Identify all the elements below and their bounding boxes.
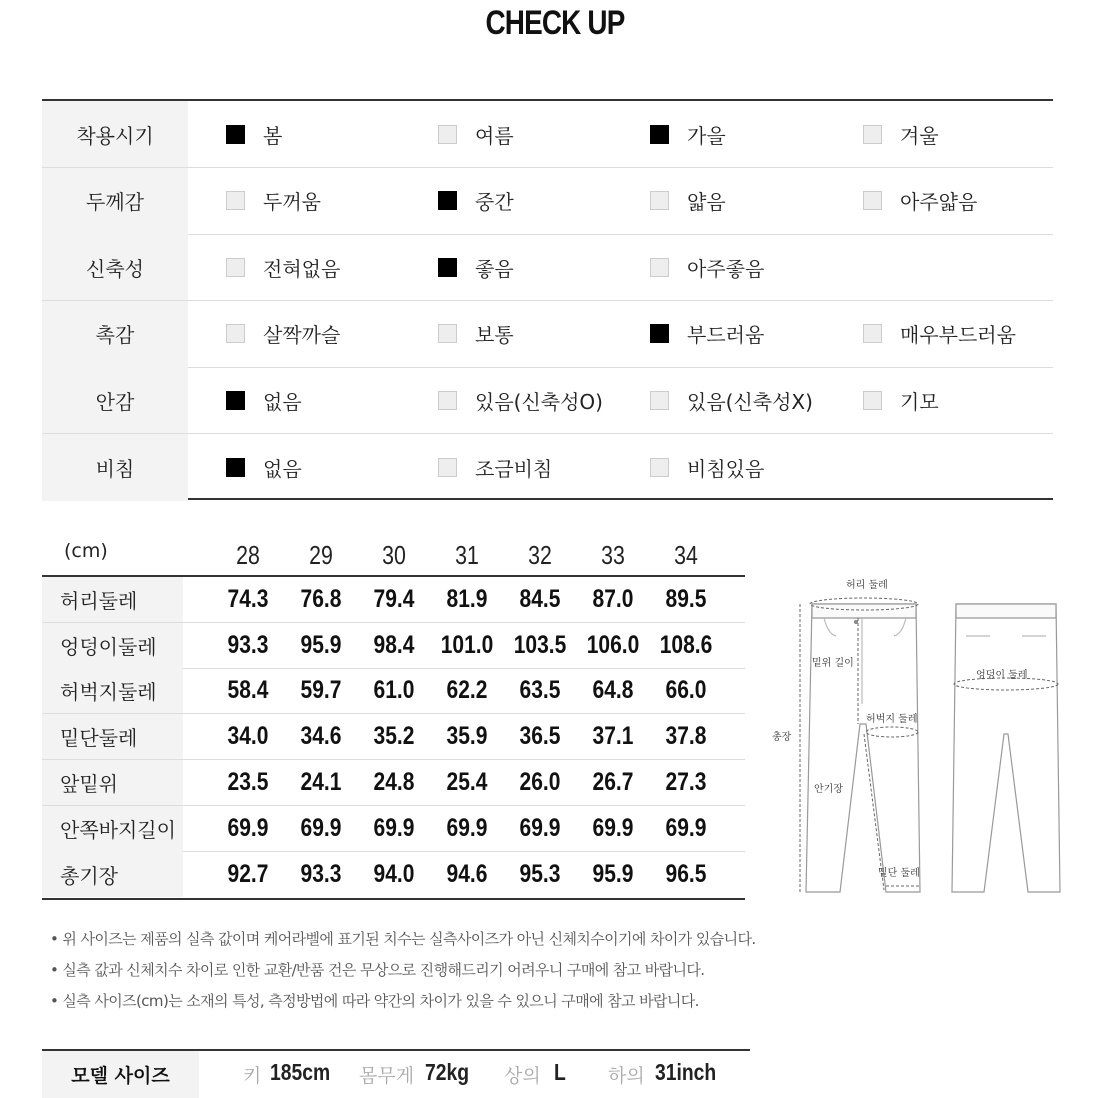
size-row-label: 앞밑위 [42, 760, 183, 805]
size-cell: 69.9 [300, 813, 342, 842]
check-option-label: 기모 [900, 389, 939, 414]
size-cell: 36.5 [519, 722, 561, 751]
size-cell: 37.1 [592, 722, 634, 751]
check-row [42, 367, 1053, 434]
check-option-label: 없음 [263, 389, 302, 414]
check-option-label: 좋음 [475, 256, 514, 281]
waist-label: 허리 둘레 [846, 580, 888, 591]
size-cell: 35.9 [446, 722, 488, 751]
size-table [42, 575, 745, 900]
size-cell: 108.6 [659, 630, 713, 659]
height-value: 185cm [270, 1059, 331, 1085]
size-cell: 84.5 [519, 585, 561, 613]
size-cell: 93.3 [227, 630, 269, 659]
check-table [42, 99, 1053, 500]
bottom-value: 31inch [655, 1059, 717, 1085]
checked-box-icon [226, 458, 245, 477]
size-header: 28 [236, 540, 260, 570]
check-option [650, 434, 764, 501]
check-option [863, 301, 1016, 367]
size-cell: 94.0 [373, 859, 415, 888]
check-option-label: 있음(신축성O) [475, 389, 603, 414]
notes [50, 928, 790, 1021]
check-option-label: 없음 [263, 456, 302, 481]
unchecked-box-icon [226, 324, 245, 343]
check-option-label: 부드러움 [687, 323, 765, 347]
size-cell: 34.0 [227, 722, 269, 751]
hem-label: 밑단 둘레 [878, 868, 920, 879]
size-cell: 59.7 [300, 676, 342, 705]
check-option-label: 가을 [687, 123, 726, 148]
unchecked-box-icon [863, 125, 882, 144]
size-cell: 95.9 [300, 630, 342, 659]
size-cell: 69.9 [446, 813, 488, 842]
size-row-label: 허벅지둘레 [42, 668, 183, 713]
check-row-label: 촉감 [42, 301, 188, 367]
bottom-key: 하의 [608, 1065, 645, 1087]
check-option [438, 367, 603, 433]
unchecked-box-icon [226, 258, 245, 277]
size-cell: 69.9 [519, 813, 561, 842]
check-option [226, 434, 302, 501]
rise-label: 밑위 길이 [812, 658, 854, 669]
checked-box-icon [226, 391, 245, 410]
size-cell: 101.0 [440, 630, 494, 659]
check-option-label: 아주좋음 [687, 256, 765, 281]
size-cell: 103.5 [513, 630, 567, 659]
hip-label: 엉덩이 둘레 [976, 670, 1028, 681]
size-row-label: 엉덩이둘레 [42, 623, 183, 668]
check-row [42, 434, 1053, 501]
size-row-label: 허리둘레 [42, 577, 183, 622]
size-row [42, 760, 745, 806]
size-cell: 98.4 [373, 630, 415, 659]
check-option-label: 매우부드러움 [900, 323, 1016, 347]
unchecked-box-icon [650, 258, 669, 277]
size-row [42, 714, 745, 760]
check-option-label: 비침있음 [687, 456, 765, 481]
size-row-label: 밑단둘레 [42, 714, 183, 759]
check-row-label: 두께감 [42, 168, 188, 234]
size-cell: 35.2 [373, 722, 415, 751]
unchecked-box-icon [863, 191, 882, 210]
checked-box-icon [226, 125, 245, 144]
unchecked-box-icon [438, 125, 457, 144]
size-row [42, 577, 745, 623]
check-option [226, 301, 340, 367]
check-option [438, 234, 514, 300]
check-option [650, 101, 726, 167]
size-row [42, 623, 745, 669]
check-row-label: 신축성 [42, 234, 188, 300]
size-cell: 96.5 [665, 859, 707, 888]
check-option [226, 367, 302, 433]
size-cell: 23.5 [227, 767, 269, 796]
size-header: 29 [309, 540, 333, 570]
check-option-label: 얇음 [687, 190, 726, 214]
size-cell: 27.3 [665, 767, 707, 796]
size-header: 30 [382, 540, 406, 570]
unchecked-box-icon [438, 391, 457, 410]
size-cell: 37.8 [665, 722, 707, 751]
check-option-label: 겨울 [900, 123, 939, 148]
check-option-label: 조금비침 [475, 456, 553, 481]
check-option-label: 보통 [475, 323, 514, 347]
size-row [42, 668, 745, 714]
size-cell: 94.6 [446, 859, 488, 888]
size-cell: 24.8 [373, 767, 415, 796]
size-cell: 95.3 [519, 859, 561, 888]
size-header: 31 [455, 540, 479, 570]
check-row-label: 비침 [42, 434, 188, 501]
note-2: • 실측 값과 신체치수 차이로 인한 교환/반품 건은 무상으로 진행해드리기 어려우니 구매에 참고 바랍니다. [50, 961, 705, 979]
size-cell: 66.0 [665, 676, 707, 705]
check-option-label: 중간 [475, 190, 514, 214]
check-option-label: 아주얇음 [900, 190, 978, 214]
weight-value: 72kg [425, 1059, 470, 1085]
size-cell: 24.1 [300, 767, 342, 796]
check-option [650, 234, 764, 300]
unchecked-box-icon [863, 324, 882, 343]
size-header: 34 [674, 540, 698, 570]
check-option [438, 101, 514, 167]
size-cell: 62.2 [446, 676, 488, 705]
check-option-label: 있음(신축성X) [687, 389, 813, 414]
size-cell: 79.4 [373, 585, 415, 613]
page-title: CHECK UP [485, 4, 625, 42]
front-pants-illustration [806, 604, 920, 892]
unchecked-box-icon [226, 191, 245, 210]
checked-box-icon [650, 125, 669, 144]
check-option-label: 여름 [475, 123, 514, 148]
size-cell: 87.0 [592, 585, 634, 613]
check-option [226, 101, 282, 167]
size-cell: 69.9 [665, 813, 707, 842]
size-cell: 89.5 [665, 585, 707, 613]
size-unit: (cm) [64, 540, 108, 562]
unchecked-box-icon [438, 324, 457, 343]
size-cell: 69.9 [592, 813, 634, 842]
size-cell: 64.8 [592, 676, 634, 705]
check-option [226, 234, 340, 300]
top-value: L [554, 1059, 566, 1085]
inseam-label: 안기장 [814, 784, 843, 795]
size-cell: 95.9 [592, 859, 634, 888]
check-row [42, 234, 1053, 301]
check-option [438, 434, 552, 501]
note-1: • 위 사이즈는 제품의 실측 값이며 케어라벨에 표기된 치수는 실측사이즈가 아닌 신체치수이기에 차이가 있습니다. [50, 930, 756, 948]
check-option [863, 101, 939, 167]
model-size-label: 모델 사이즈 [42, 1051, 199, 1098]
total-length-label: 총장 [772, 732, 792, 743]
size-row [42, 806, 745, 852]
check-option [438, 168, 514, 234]
check-option [863, 367, 939, 433]
pants-diagram [766, 574, 1066, 904]
checked-box-icon [650, 324, 669, 343]
size-cell: 93.3 [300, 859, 342, 888]
check-row [42, 168, 1053, 235]
check-option-label: 살짝까슬 [263, 323, 341, 347]
size-cell: 76.8 [300, 585, 342, 613]
size-cell: 58.4 [227, 676, 269, 705]
thigh-label: 허벅지 둘레 [866, 714, 918, 725]
size-cell: 69.9 [373, 813, 415, 842]
check-option [438, 301, 514, 367]
size-cell: 63.5 [519, 676, 561, 705]
size-cell: 92.7 [227, 859, 269, 888]
note-3: • 실측 사이즈(cm)는 소재의 특성, 측정방법에 따라 약간의 차이가 있을 수 있으니 구매에 참고 바랍니다. [50, 992, 699, 1010]
back-pants-illustration [952, 604, 1060, 892]
unchecked-box-icon [863, 391, 882, 410]
size-cell: 26.7 [592, 767, 634, 796]
top-key: 상의 [504, 1065, 541, 1087]
size-cell: 81.9 [446, 585, 488, 613]
weight-key: 몸무게 [359, 1065, 415, 1087]
check-option-label: 두꺼움 [263, 190, 321, 214]
size-header: 33 [601, 540, 625, 570]
check-option-label: 전혀없음 [263, 256, 341, 281]
checked-box-icon [438, 191, 457, 210]
size-header: 32 [528, 540, 552, 570]
check-option [650, 367, 813, 433]
check-option [650, 168, 726, 234]
check-row-label: 안감 [42, 367, 188, 433]
size-cell: 74.3 [227, 585, 269, 613]
check-option [226, 168, 321, 234]
size-row-label: 안쪽바지길이 [42, 806, 183, 851]
height-key: 키 [243, 1065, 262, 1087]
check-row-label: 착용시기 [42, 101, 188, 167]
check-option [650, 301, 764, 367]
checked-box-icon [438, 258, 457, 277]
size-row-label: 총기장 [42, 851, 183, 897]
size-cell: 26.0 [519, 767, 561, 796]
check-row [42, 301, 1053, 368]
size-row [42, 851, 745, 897]
unchecked-box-icon [650, 391, 669, 410]
check-row [42, 101, 1053, 168]
model-size-bar [42, 1049, 750, 1098]
size-cell: 61.0 [373, 676, 415, 705]
unchecked-box-icon [650, 458, 669, 477]
size-cell: 69.9 [227, 813, 269, 842]
check-option-label: 봄 [263, 123, 283, 148]
unchecked-box-icon [438, 458, 457, 477]
check-option [863, 168, 977, 234]
size-cell: 25.4 [446, 767, 488, 796]
unchecked-box-icon [650, 191, 669, 210]
size-cell: 34.6 [300, 722, 342, 751]
size-cell: 106.0 [586, 630, 640, 659]
